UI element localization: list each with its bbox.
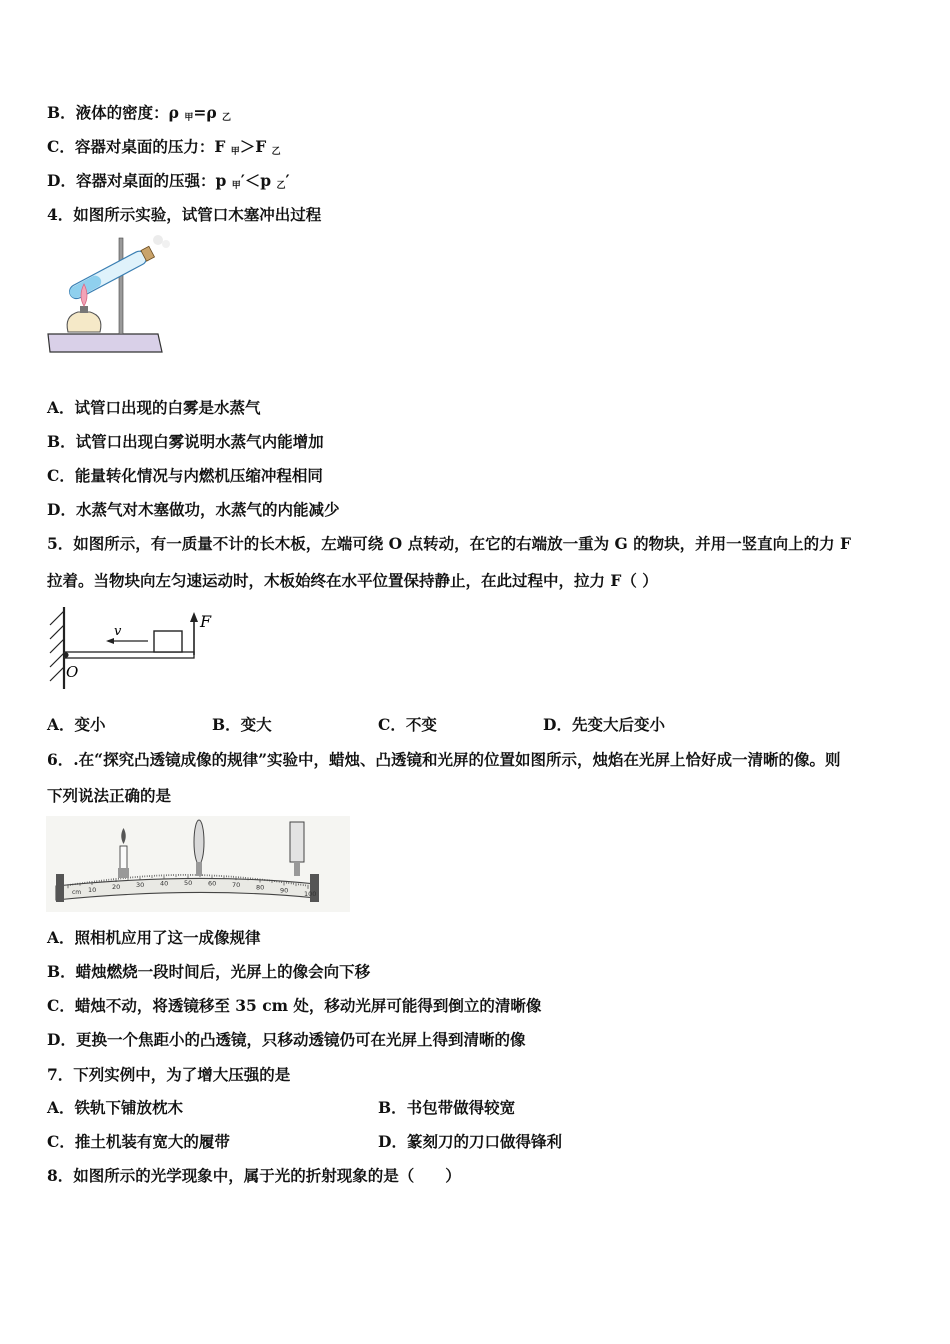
q4-option-d: D．水蒸气对木塞做功，水蒸气的内能减少 [47, 500, 340, 519]
ruler-tick-label: 100 [304, 889, 317, 898]
q5-option-b: B．变大 [212, 715, 272, 734]
test-tube-heating-figure [46, 234, 176, 358]
ruler-tick-label: 80 [256, 883, 265, 892]
q7-option-d: D．篆刻刀的刀口做得锋利 [378, 1132, 562, 1151]
lever-board-figure [44, 603, 224, 691]
ruler-tick-label: 40 [160, 879, 169, 888]
q5-stem-line1: 5．如图所示，有一质量不计的长木板，左端可绕 O 点转动，在它的右端放一重为 G 的物块，并用一竖直向上的力 F [47, 534, 852, 553]
q4-option-a: A．试管口出现的白雾是水蒸气 [47, 398, 261, 417]
q4-option-c: C．能量转化情况与内燃机压缩冲程相同 [47, 466, 323, 485]
q6-option-b: B．蜡烛燃烧一段时间后，光屏上的像会向下移 [47, 962, 371, 981]
q4-option-b: B．试管口出现白雾说明水蒸气内能增加 [47, 432, 324, 451]
velocity-label: v [114, 624, 122, 639]
ruler-tick-label: 60 [208, 879, 217, 888]
q8-stem: 8．如图所示的光学现象中，属于光的折射现象的是（ ） [47, 1166, 461, 1185]
force-label: F [200, 612, 212, 631]
q3-option-d: D．容器对桌面的压强：p $_甲$′＜p $_乙$′ [47, 171, 290, 191]
q7-option-a: A．铁轨下铺放枕木 [47, 1098, 184, 1117]
pivot-label: O [66, 663, 79, 681]
ruler-tick-label: 20 [112, 883, 121, 892]
q7-option-c: C．推土机装有宽大的履带 [47, 1132, 230, 1151]
ruler-tick-label: 10 [88, 885, 97, 894]
ruler-tick-label: 70 [232, 881, 241, 890]
q6-stem-line2: 下列说法正确的是 [47, 786, 172, 805]
q6-option-d: D．更换一个焦距小的凸透镜，只移动透镜仍可在光屏上得到清晰的像 [47, 1030, 526, 1049]
q5-stem-line2: 拉着。当物块向左匀速运动时，木板始终在水平位置保持静止，在此过程中，拉力 F（ ） [47, 571, 658, 590]
q5-option-c: C．不变 [378, 715, 437, 734]
q6-option-a: A．照相机应用了这一成像规律 [47, 928, 261, 947]
q3-option-b: B．液体的密度：ρ $_甲$=ρ $_乙$ [47, 103, 232, 123]
ruler-unit: cm [72, 889, 82, 896]
q5-option-a: A．变小 [47, 715, 106, 734]
q5-option-d: D．先变大后变小 [543, 715, 665, 734]
q3-option-c: C．容器对桌面的压力：F $_甲$＞F $_乙$ [47, 137, 281, 157]
ruler-tick-label: 30 [136, 880, 145, 889]
ruler-tick-label: 90 [280, 886, 289, 895]
q4-stem: 4．如图所示实验，试管口木塞冲出过程 [47, 205, 322, 224]
q7-stem: 7．下列实例中，为了增大压强的是 [47, 1065, 291, 1084]
q6-stem-line1: 6．.在“探究凸透镜成像的规律”实验中，蜡烛、凸透镜和光屏的位置如图所示，烛焰在光屏上恰好成一清晰的像。则 [47, 750, 841, 769]
q6-option-c: C．蜡烛不动，将透镜移至 35 cm 处，移动光屏可能得到倒立的清晰像 [47, 996, 542, 1015]
optical-bench-figure [46, 816, 350, 912]
q7-option-b: B．书包带做得较宽 [378, 1098, 516, 1117]
ruler-tick-label: 50 [184, 879, 193, 888]
